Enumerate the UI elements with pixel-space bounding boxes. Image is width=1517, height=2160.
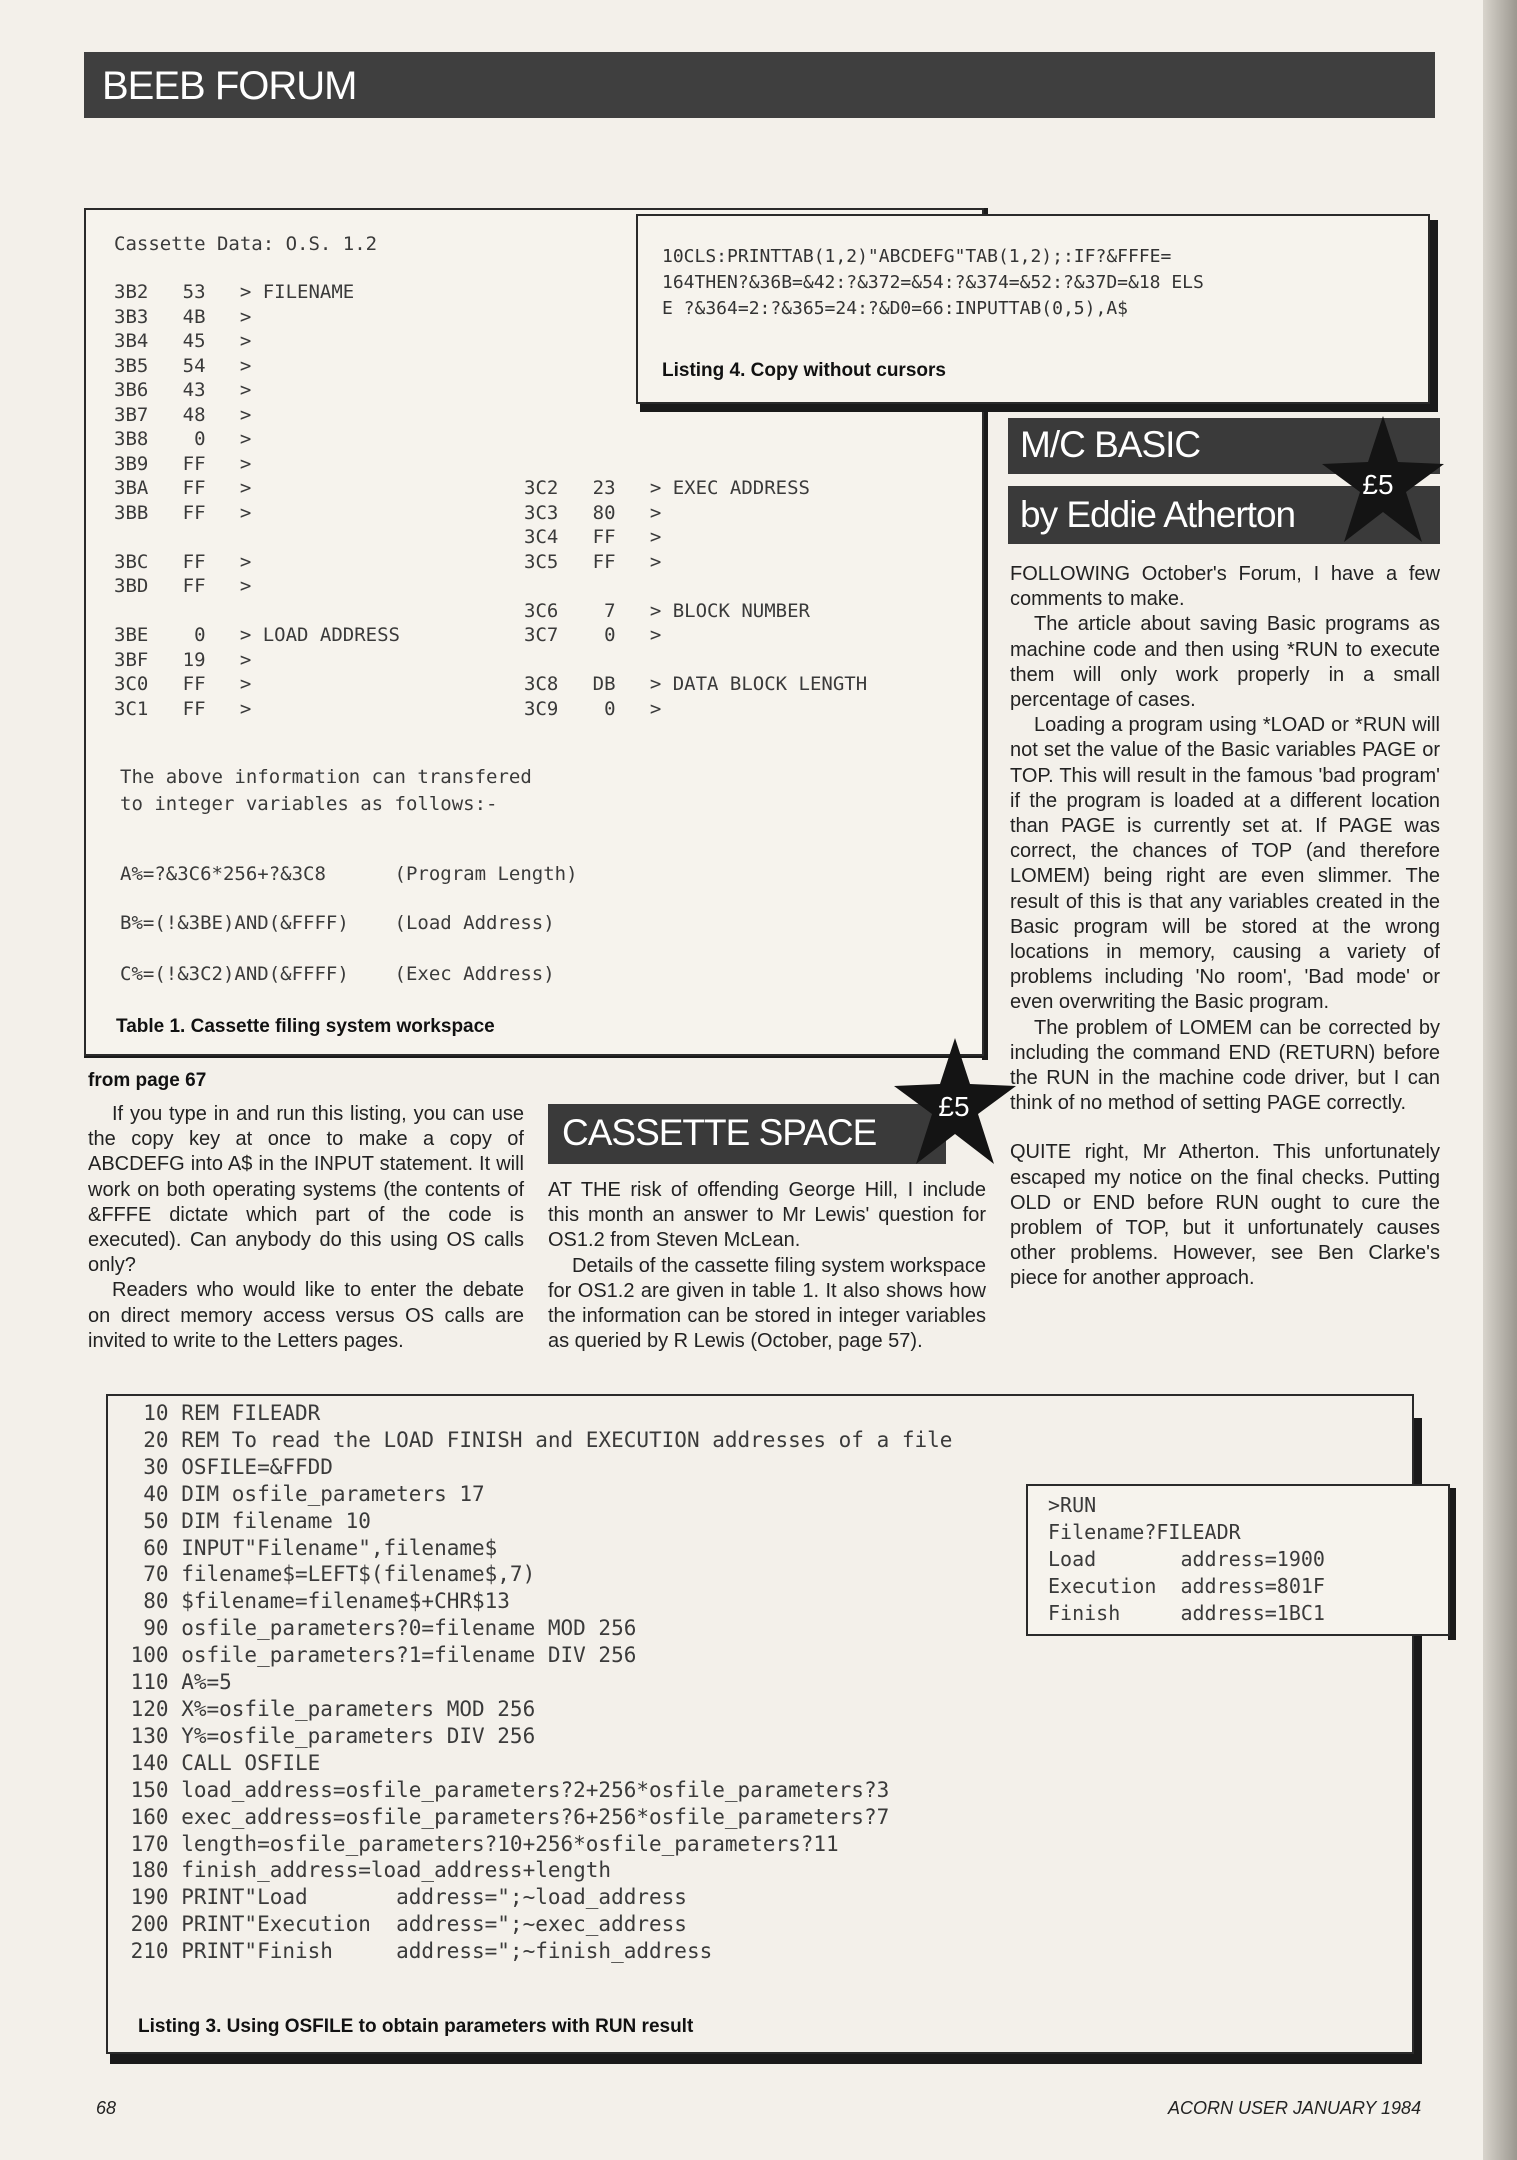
table1-formula-b: B%=(!&3BE)AND(&FFFF) (Load Address) (120, 912, 555, 934)
table1-left-rows: 3B2 53 > FILENAME 3B3 4B > 3B4 45 > 3B5 54 > 3B6 43 > 3B7 48 > 3B8 0 > 3B9 FF > 3BA FF > 3BB FF > 3BC FF > 3BD FF > 3BE 0 > LOAD ADDRESS 3BF 19 > 3C0 FF > 3C1 FF > (114, 281, 400, 720)
table1-right-rows: 3C2 23 > EXEC ADDRESS 3C3 80 > 3C4 FF > 3C5 FF > 3C6 7 > BLOCK NUMBER 3C7 0 > 3C8 DB > DATA BLOCK LENGTH 3C9 0 > (524, 477, 868, 720)
mc-basic-title: M/C BASIC (1020, 424, 1201, 465)
mc-para-1: FOLLOWING October's Forum, I have a few comments to make. (1010, 563, 1440, 611)
mc-para-2: The article about saving Basic programs as machine code and then using *RUN to execute them will only work properly in a small percentage of cases. (1010, 613, 1440, 712)
listing4-box (636, 214, 1430, 404)
listing4-caption: Listing 4. Copy without cursors (662, 360, 946, 381)
mc-reply: QUITE right, Mr Atherton. This unfortunately escaped my notice on the final checks. Putting OLD or END before RUN ought to cure the problem of TOP, but it unfortunately causes other problems. However, see Ben Clarke's piece for another approach. (1010, 1141, 1440, 1290)
prize-label-cassette: £5 (938, 1091, 970, 1122)
prize-star-cassette (890, 1034, 1020, 1174)
table1-note: The above information can transfered to integer variables as follows:- (120, 766, 532, 815)
run-result-box (1026, 1484, 1450, 1636)
table1-title: Cassette Data: O.S. 1.2 (114, 233, 378, 255)
cassette-para-2: Details of the cassette filing system workspace for OS1.2 are given in table 1. It also shows how the information can be stored in integer variables as queried by R Lewis (October, page 57). (548, 1254, 986, 1353)
prize-label-mc: £5 (1362, 469, 1394, 500)
run-result: >RUN Filename?FILEADR Load address=1900 Execution address=801F Finish address=1BC1 (1048, 1493, 1325, 1625)
listing3-caption: Listing 3. Using OSFILE to obtain parameters with RUN result (138, 2016, 694, 2037)
from-page-body (88, 1102, 524, 1354)
mc-basic-author: by Eddie Atherton (1020, 494, 1296, 535)
table1-formula-a: A%=?&3C6*256+?&3C8 (Program Length) (120, 863, 578, 885)
table1-caption: Table 1. Cassette filing system workspace (116, 1016, 495, 1037)
listing3-code: 10 REM FILEADR 20 REM To read the LOAD FINISH and EXECUTION addresses of a file 30 OSFILE=&FFDD 40 DIM osfile_parameters 17 50 DIM filename 10 60 INPUT"Filename",filename$ 70 filename$=LEFT$(filename$,7) 80 $filename=filename$+CHR$13 90 osfile_parameters?0=filename MOD 256 100 osfile_parameters?1=filename DIV 256 110 A%=5 120 X%=osfile_parameters MOD 256 130 Y%=osfile_parameters DIV 256 140 CALL OSFILE 150 load_address=osfile_parameters?2+256*osfile_parameters?3 160 exec_address=osfile_parameters?6+256*osfile_parameters?7 170 length=osfile_parameters?10+256*osfile_parameters?11 180 finish_address=load_address+length 190 PRINT"Load address=";~load_address 200 PRINT"Execution address=";~exec_address 210 PRINT"Finish address=";~finish_address (130, 1401, 953, 1964)
cassette-space-banner (548, 1104, 946, 1164)
cassette-para-1: AT THE risk of offending George Hill, I include this month an answer to Mr Lewis' question for OS1.2 from Steven McLean. (548, 1179, 986, 1252)
mc-para-3: Loading a program using *LOAD or *RUN will not set the value of the Basic variables PAGE or TOP. This will result in the famous 'bad program' if the program is loaded at a different location than PAGE is currently set at. If PAGE was correct, the chances of TOP (and therefore LOMEM) being right are even slimmer. The result of this is that any variables created in the Basic program will be stored at the wrong locations in memory, causing a variety of problems including 'No room', 'Bad mode' or even overwriting the Basic program. (1010, 714, 1440, 1014)
magazine-issue: ACORN USER JANUARY 1984 (1168, 2098, 1422, 2118)
prize-star-mc (1318, 412, 1448, 552)
from-page-heading: from page 67 (88, 1070, 207, 1091)
section-title: BEEB FORUM (102, 64, 357, 108)
listing4-code: 10CLS:PRINTTAB(1,2)"ABCDEFG"TAB(1,2);:IF?&FFFE= 164THEN?&36B=&42:?&372=&54:?&374=&52:?&37D=&18 ELS E ?&364=2:?&365=24:?&D0=66:INPUTTAB(0,5),A$ (662, 246, 1204, 319)
table1-formula-c: C%=(!&3C2)AND(&FFFF) (Exec Address) (120, 963, 555, 985)
listing3-shadow-bottom (110, 2054, 1422, 2064)
from-page-para-1: If you type in and run this listing, you can use the copy key at once to make a copy of ABCDEFG into A$ in the INPUT statement. It will work on both operating systems (the contents of &FFFE dictate which part of the code is executed). Can anybody do this using OS calls only? (88, 1103, 524, 1277)
cassette-space-body (548, 1178, 986, 1354)
page-edge (1483, 0, 1517, 2160)
page-number: 68 (96, 2098, 117, 2118)
mc-basic-body (1010, 562, 1440, 1292)
section-header (84, 52, 1435, 118)
from-page-para-2: Readers who would like to enter the debate on direct memory access versus OS calls are invited to write to the Letters pages. (88, 1279, 524, 1352)
mc-para-4: The problem of LOMEM can be corrected by including the command END (RETURN) before the RUN in the machine code driver, but I can think of no method of setting PAGE correctly. (1010, 1016, 1440, 1115)
cassette-space-title: CASSETTE SPACE (562, 1112, 877, 1153)
